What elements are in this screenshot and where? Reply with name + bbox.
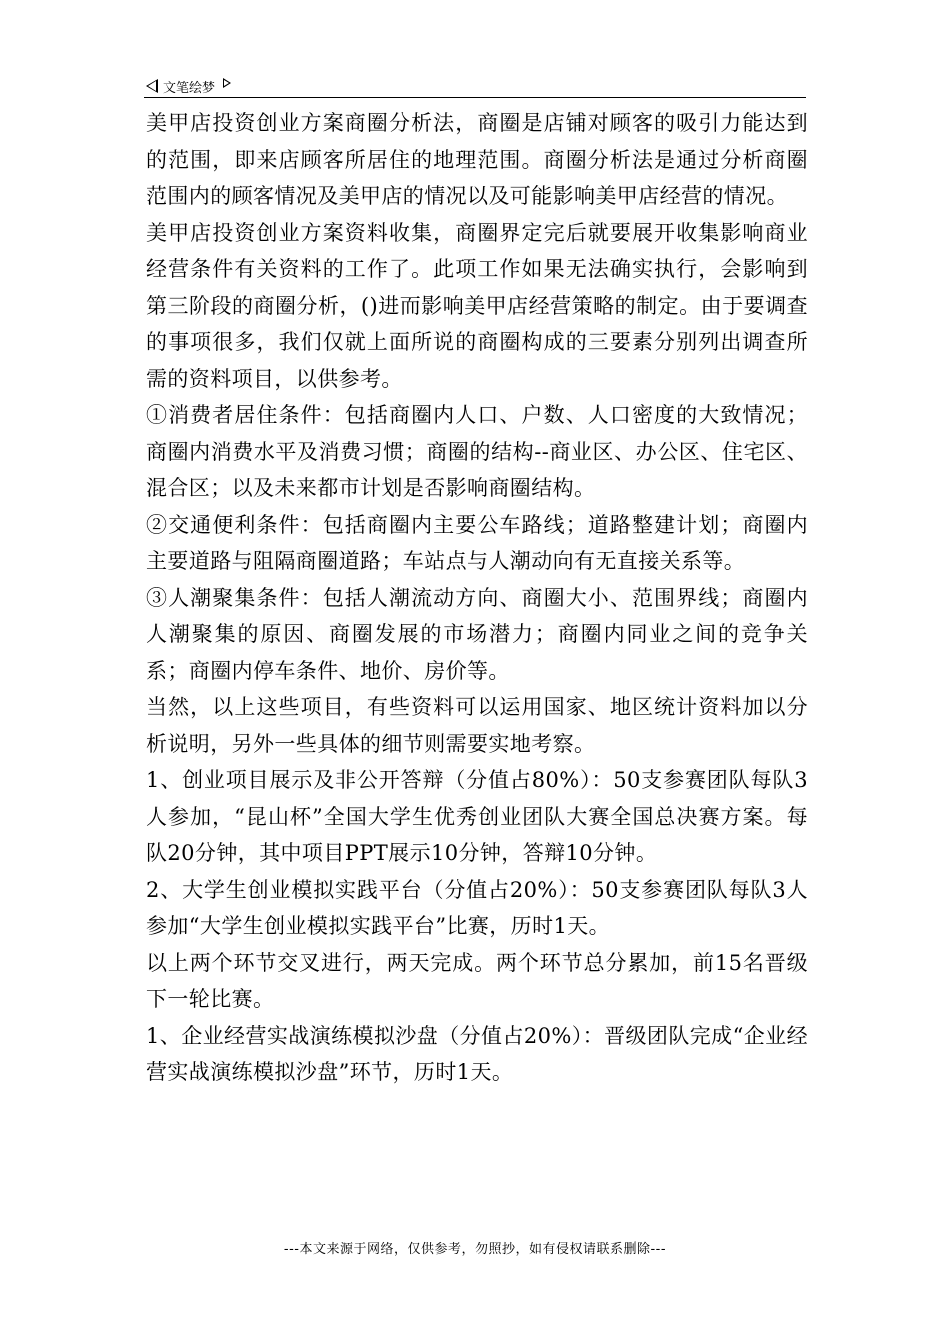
paragraph: ②交通便利条件：包括商圈内主要公车路线；道路整建计划；商圈内主要道路与阻隔商圈道路；车站点与人潮动向有无直接关系等。 <box>146 512 808 573</box>
paragraph: 以上两个环节交叉进行，两天完成。两个环节总分累加，前15名晋级下一轮比赛。 <box>146 950 808 1011</box>
triangle-left-icon <box>146 79 158 93</box>
paragraph: 当然，以上这些项目，有些资料可以运用国家、地区统计资料加以分析说明，另外一些具体的细节则需要实地考察。 <box>146 695 808 756</box>
footer-notice: ---本文来源于网络，仅供参考，勿照抄，如有侵权请联系删除--- <box>283 1242 667 1257</box>
header-title: 文笔绘梦 <box>163 80 216 96</box>
paragraph: 2、大学生创业模拟实践平台（分值占20%）：50支参赛团队每队3人参加“大学生创业模拟实践平台”比赛，历时1天。 <box>146 877 808 938</box>
paragraph: ③人潮聚集条件：包括人潮流动方向、商圈大小、范围界线；商圈内人潮聚集的原因、商圈发展的市场潜力；商圈内同业之间的竞争关系；商圈内停车条件、地价、房价等。 <box>146 585 808 683</box>
paragraph: ①消费者居住条件：包括商圈内人口、户数、人口密度的大致情况；商圈内消费水平及消费习惯；商圈的结构--商业区、办公区、住宅区、混合区；以及未来都市计划是否影响商圈结构。 <box>146 403 808 500</box>
paragraph: 1、创业项目展示及非公开答辩（分值占80%）：50支参赛团队每队3人参加，“昆山杯”全国大学生优秀创业团队大赛全国总决赛方案。每队20分钟，其中项目PPT展示10分钟，答辩10分钟。 <box>146 768 808 865</box>
header-divider <box>144 97 806 98</box>
page-header <box>146 74 231 98</box>
document-body <box>146 105 808 1091</box>
paragraph: 美甲店投资创业方案资料收集，商圈界定完后就要展开收集影响商业经营条件有关资料的工作了。此项工作如果无法确实执行，会影响到第三阶段的商圈分析，()进而影响美甲店经营策略的制定。由于要调查的事项很多，我们仅就上面所说的商圈构成的三要素分别列出调查所需的资料项目，以供参考。 <box>146 220 808 391</box>
triangle-right-icon <box>223 78 231 88</box>
paragraph: 美甲店投资创业方案商圈分析法，商圈是店铺对顾客的吸引力能达到的范围，即来店顾客所居住的地理范围。商圈分析法是通过分析商圈范围内的顾客情况及美甲店的情况以及可能影响美甲店经营的情况。 <box>146 111 808 208</box>
paragraph: 1、企业经营实战演练模拟沙盘（分值占20%）：晋级团队完成“企业经营实战演练模拟沙盘”环节，历时1天。 <box>146 1023 808 1084</box>
